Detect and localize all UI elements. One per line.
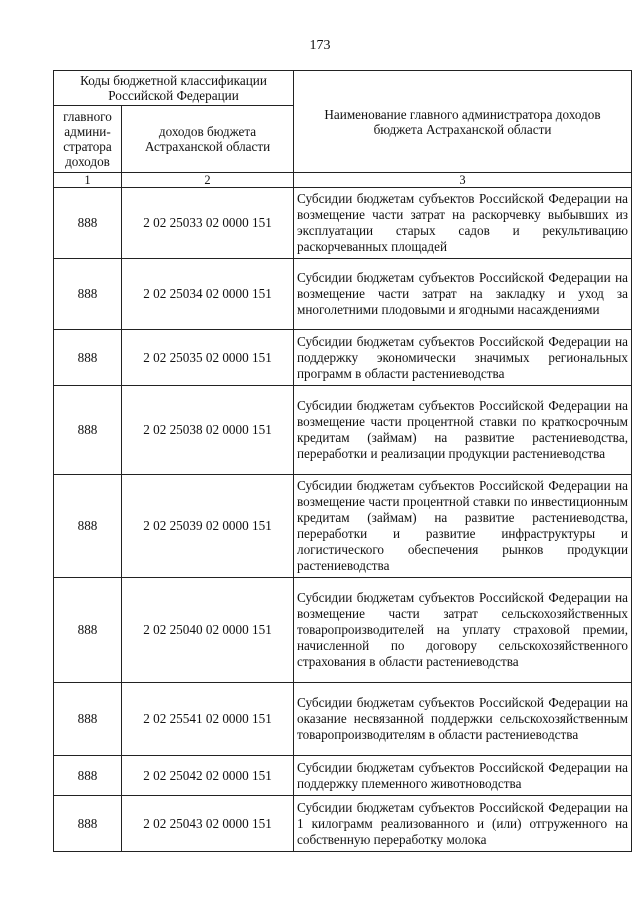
table-row [54,578,632,683]
revenue-name: Субсидии бюджетам субъектов Российской Федерации на поддержку племенного животноводства [294,756,632,796]
revenue-code: 2 02 25039 02 0000 151 [122,475,294,578]
admin-code: 888 [54,259,122,330]
header-codes-group: Коды бюджетной классификации Российской Федерации [54,71,294,106]
column-number: 3 [294,173,632,188]
header-code-column: доходов бюджета Астраханской области [122,106,294,173]
table-row [54,386,632,475]
revenue-name: Субсидии бюджетам субъектов Российской Федерации на возмещение части процентной ставки по инвестиционным кредитам (займам) на развитие растениеводства, переработки и развитие инфраструктуры и логистического обеспечения рынков продукции растениеводства [294,475,632,578]
header-admin-column: главного админи-стратора доходов [54,106,122,173]
revenue-code: 2 02 25043 02 0000 151 [122,796,294,852]
revenue-name: Субсидии бюджетам субъектов Российской Федерации на 1 килограмм реализованного и (или) отгруженного на собственную переработку молока [294,796,632,852]
admin-code: 888 [54,330,122,386]
table-row [54,796,632,852]
admin-code: 888 [54,796,122,852]
revenue-name: Субсидии бюджетам субъектов Российской Федерации на возмещение части затрат на закладку и уход за многолетними плодовыми и ягодными насаждениями [294,259,632,330]
admin-code: 888 [54,578,122,683]
admin-code: 888 [54,475,122,578]
revenue-code: 2 02 25040 02 0000 151 [122,578,294,683]
table-row [54,188,632,259]
table-row [54,475,632,578]
revenue-code: 2 02 25034 02 0000 151 [122,259,294,330]
admin-code: 888 [54,756,122,796]
admin-code: 888 [54,188,122,259]
revenue-code: 2 02 25038 02 0000 151 [122,386,294,475]
revenue-code: 2 02 25033 02 0000 151 [122,188,294,259]
revenue-code: 2 02 25042 02 0000 151 [122,756,294,796]
column-number: 1 [54,173,122,188]
header-row-group [54,71,632,106]
table-row [54,683,632,756]
table-row [54,259,632,330]
revenue-name: Субсидии бюджетам субъектов Российской Федерации на поддержку экономически значимых региональных программ в области растениеводства [294,330,632,386]
revenue-name: Субсидии бюджетам субъектов Российской Федерации на оказание несвязанной поддержки сельскохозяйственным товаропроизводителям в области растениеводства [294,683,632,756]
admin-code: 888 [54,683,122,756]
revenue-name: Субсидии бюджетам субъектов Российской Федерации на возмещение части процентной ставки по краткосрочным кредитам (займам) на развитие растениеводства, переработки и реализации продукции растениеводства [294,386,632,475]
table-row [54,330,632,386]
revenue-code: 2 02 25541 02 0000 151 [122,683,294,756]
header-name-column: Наименование главного администратора доходов бюджета Астраханской области [294,71,632,173]
revenue-name: Субсидии бюджетам субъектов Российской Федерации на возмещение части затрат на раскорчевку выбывших из эксплуатации старых садов и рекультивацию раскорчеванных площадей [294,188,632,259]
admin-code: 888 [54,386,122,475]
page-number: 173 [309,38,331,53]
column-number: 2 [122,173,294,188]
table-row [54,756,632,796]
revenue-name: Субсидии бюджетам субъектов Российской Федерации на возмещение части затрат сельскохозяйственных товаропроизводителей на уплату страховой премии, начисленной по договору сельскохозяйственного страхования в области растениеводства [294,578,632,683]
budget-classification-table [53,70,632,852]
revenue-code: 2 02 25035 02 0000 151 [122,330,294,386]
column-number-row [54,173,632,188]
